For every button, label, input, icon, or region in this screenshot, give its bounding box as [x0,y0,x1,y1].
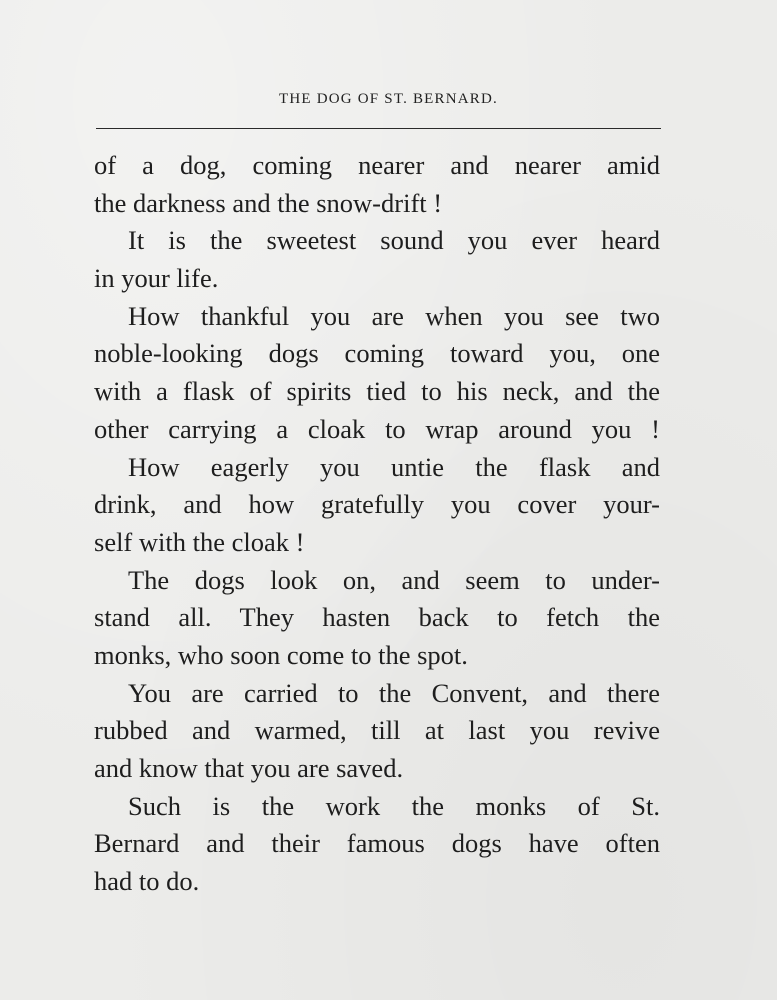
text-line: rubbed and warmed, till at last you revive [94,715,660,746]
text-line: How thankful you are when you see two [128,300,660,331]
text-line: Such is the work the monks of St. [128,790,660,821]
text-line: noble-looking dogs coming toward you, one [94,338,660,369]
text-line: The dogs look on, and seem to under- [128,564,660,595]
running-head: THE DOG OF ST. BERNARD. [279,91,498,107]
text-line: the darkness and the snow-drift ! [94,187,443,218]
text-line: with a flask of spirits tied to his neck, and the [94,376,660,407]
text-line: It is the sweetest sound you ever heard [128,225,660,256]
text-line: other carrying a cloak to wrap around you ! [94,413,660,444]
text-line: in your life. [94,263,219,294]
text-line: self with the cloak ! [94,526,305,557]
body-text [94,147,660,901]
text-line: drink, and how gratefully you cover your- [94,489,660,520]
header-rule [96,128,661,129]
text-line: How eagerly you untie the flask and [128,451,660,482]
text-line: had to do. [94,866,200,897]
text-line: You are carried to the Convent, and there [128,677,660,708]
text-line: and know that you are saved. [94,753,404,783]
text-line: stand all. They hasten back to fetch the [94,602,660,633]
text-line: Bernard and their famous dogs have often [94,828,660,859]
text-line: of a dog, coming nearer and nearer amid [94,150,660,180]
text-line: monks, who soon come to the spot. [94,639,468,670]
